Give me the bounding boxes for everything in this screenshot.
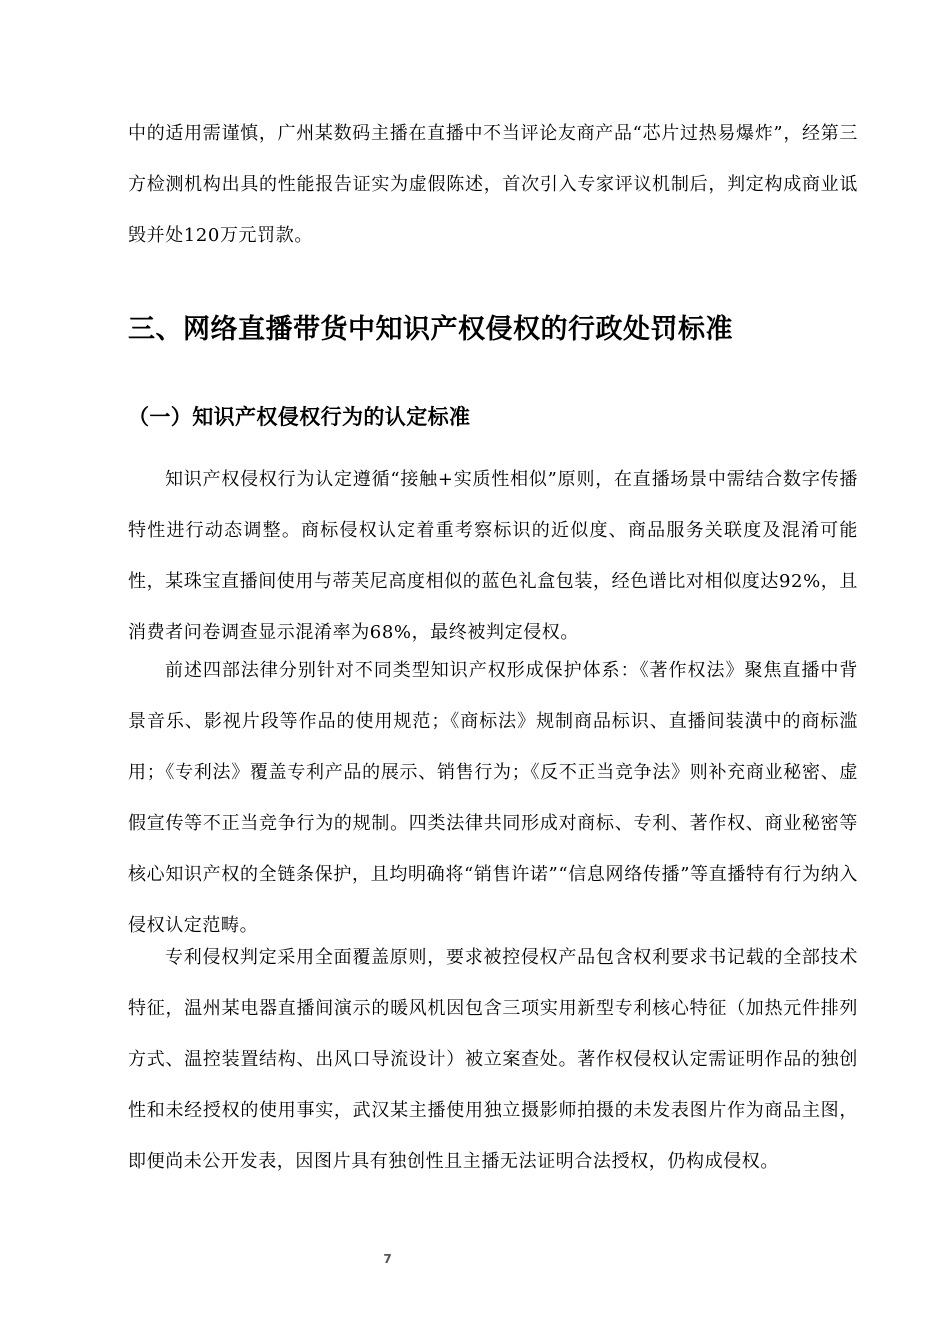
page-number: 7 [383, 1252, 392, 1266]
paragraph-2: 前述四部法律分别针对不同类型知识产权形成保护体系：《著作权法》聚焦直播中背景音乐、影视片段等作品的使用规范；《商标法》规制商品标识、直播间装潢中的商标滥用；《专利法》覆盖专利产品的展示、销售行为；《反不正当竞争法》则补充商业秘密、虚假宣传等不正当竞争行为的规制。四类法律共同形成对商标、专利、著作权、商业秘密等核心知识产权的全链条保护，且均明确将“销售许诺”“信息网络传播”等直播特有行为纳入侵权认定范畴。 [128, 660, 858, 936]
intro-paragraph: 中的适用需谨慎，广州某数码主播在直播中不当评论友商产品“芯片过热易爆炸”，经第三方检测机构出具的性能报告证实为虚假陈述，首次引入专家评议机制后，判定构成商业诋毁并处120万元罚款。 [128, 123, 858, 246]
paragraph-3: 专利侵权判定采用全面覆盖原则，要求被控侵权产品包含权利要求书记载的全部技术特征，温州某电器直播间演示的暖风机因包含三项实用新型专利核心特征（加热元件排列方式、温控装置结构、出风口导流设计）被立案查处。著作权侵权认定需证明作品的独创性和未经授权的使用事实，武汉某主播使用独立摄影师拍摄的未发表图片作为商品主图，即便尚未公开发表，因图片具有独创性且主播无法证明合法授权，仍构成侵权。 [128, 947, 858, 1172]
paragraph-1: 知识产权侵权行为认定遵循“接触+实质性相似”原则，在直播场景中需结合数字传播特性进行动态调整。商标侵权认定着重考察标识的近似度、商品服务关联度及混淆可能性，某珠宝直播间使用与蒂芙尼高度相似的蓝色礼盒包装，经色谱比对相似度达92%，且消费者问卷调查显示混淆率为68%，最终被判定侵权。 [128, 469, 859, 643]
subsection-heading: （一）知识产权侵权行为的认定标准 [128, 405, 471, 429]
section-heading: 三、网络直播带货中知识产权侵权的行政处罚标准 [128, 314, 733, 345]
